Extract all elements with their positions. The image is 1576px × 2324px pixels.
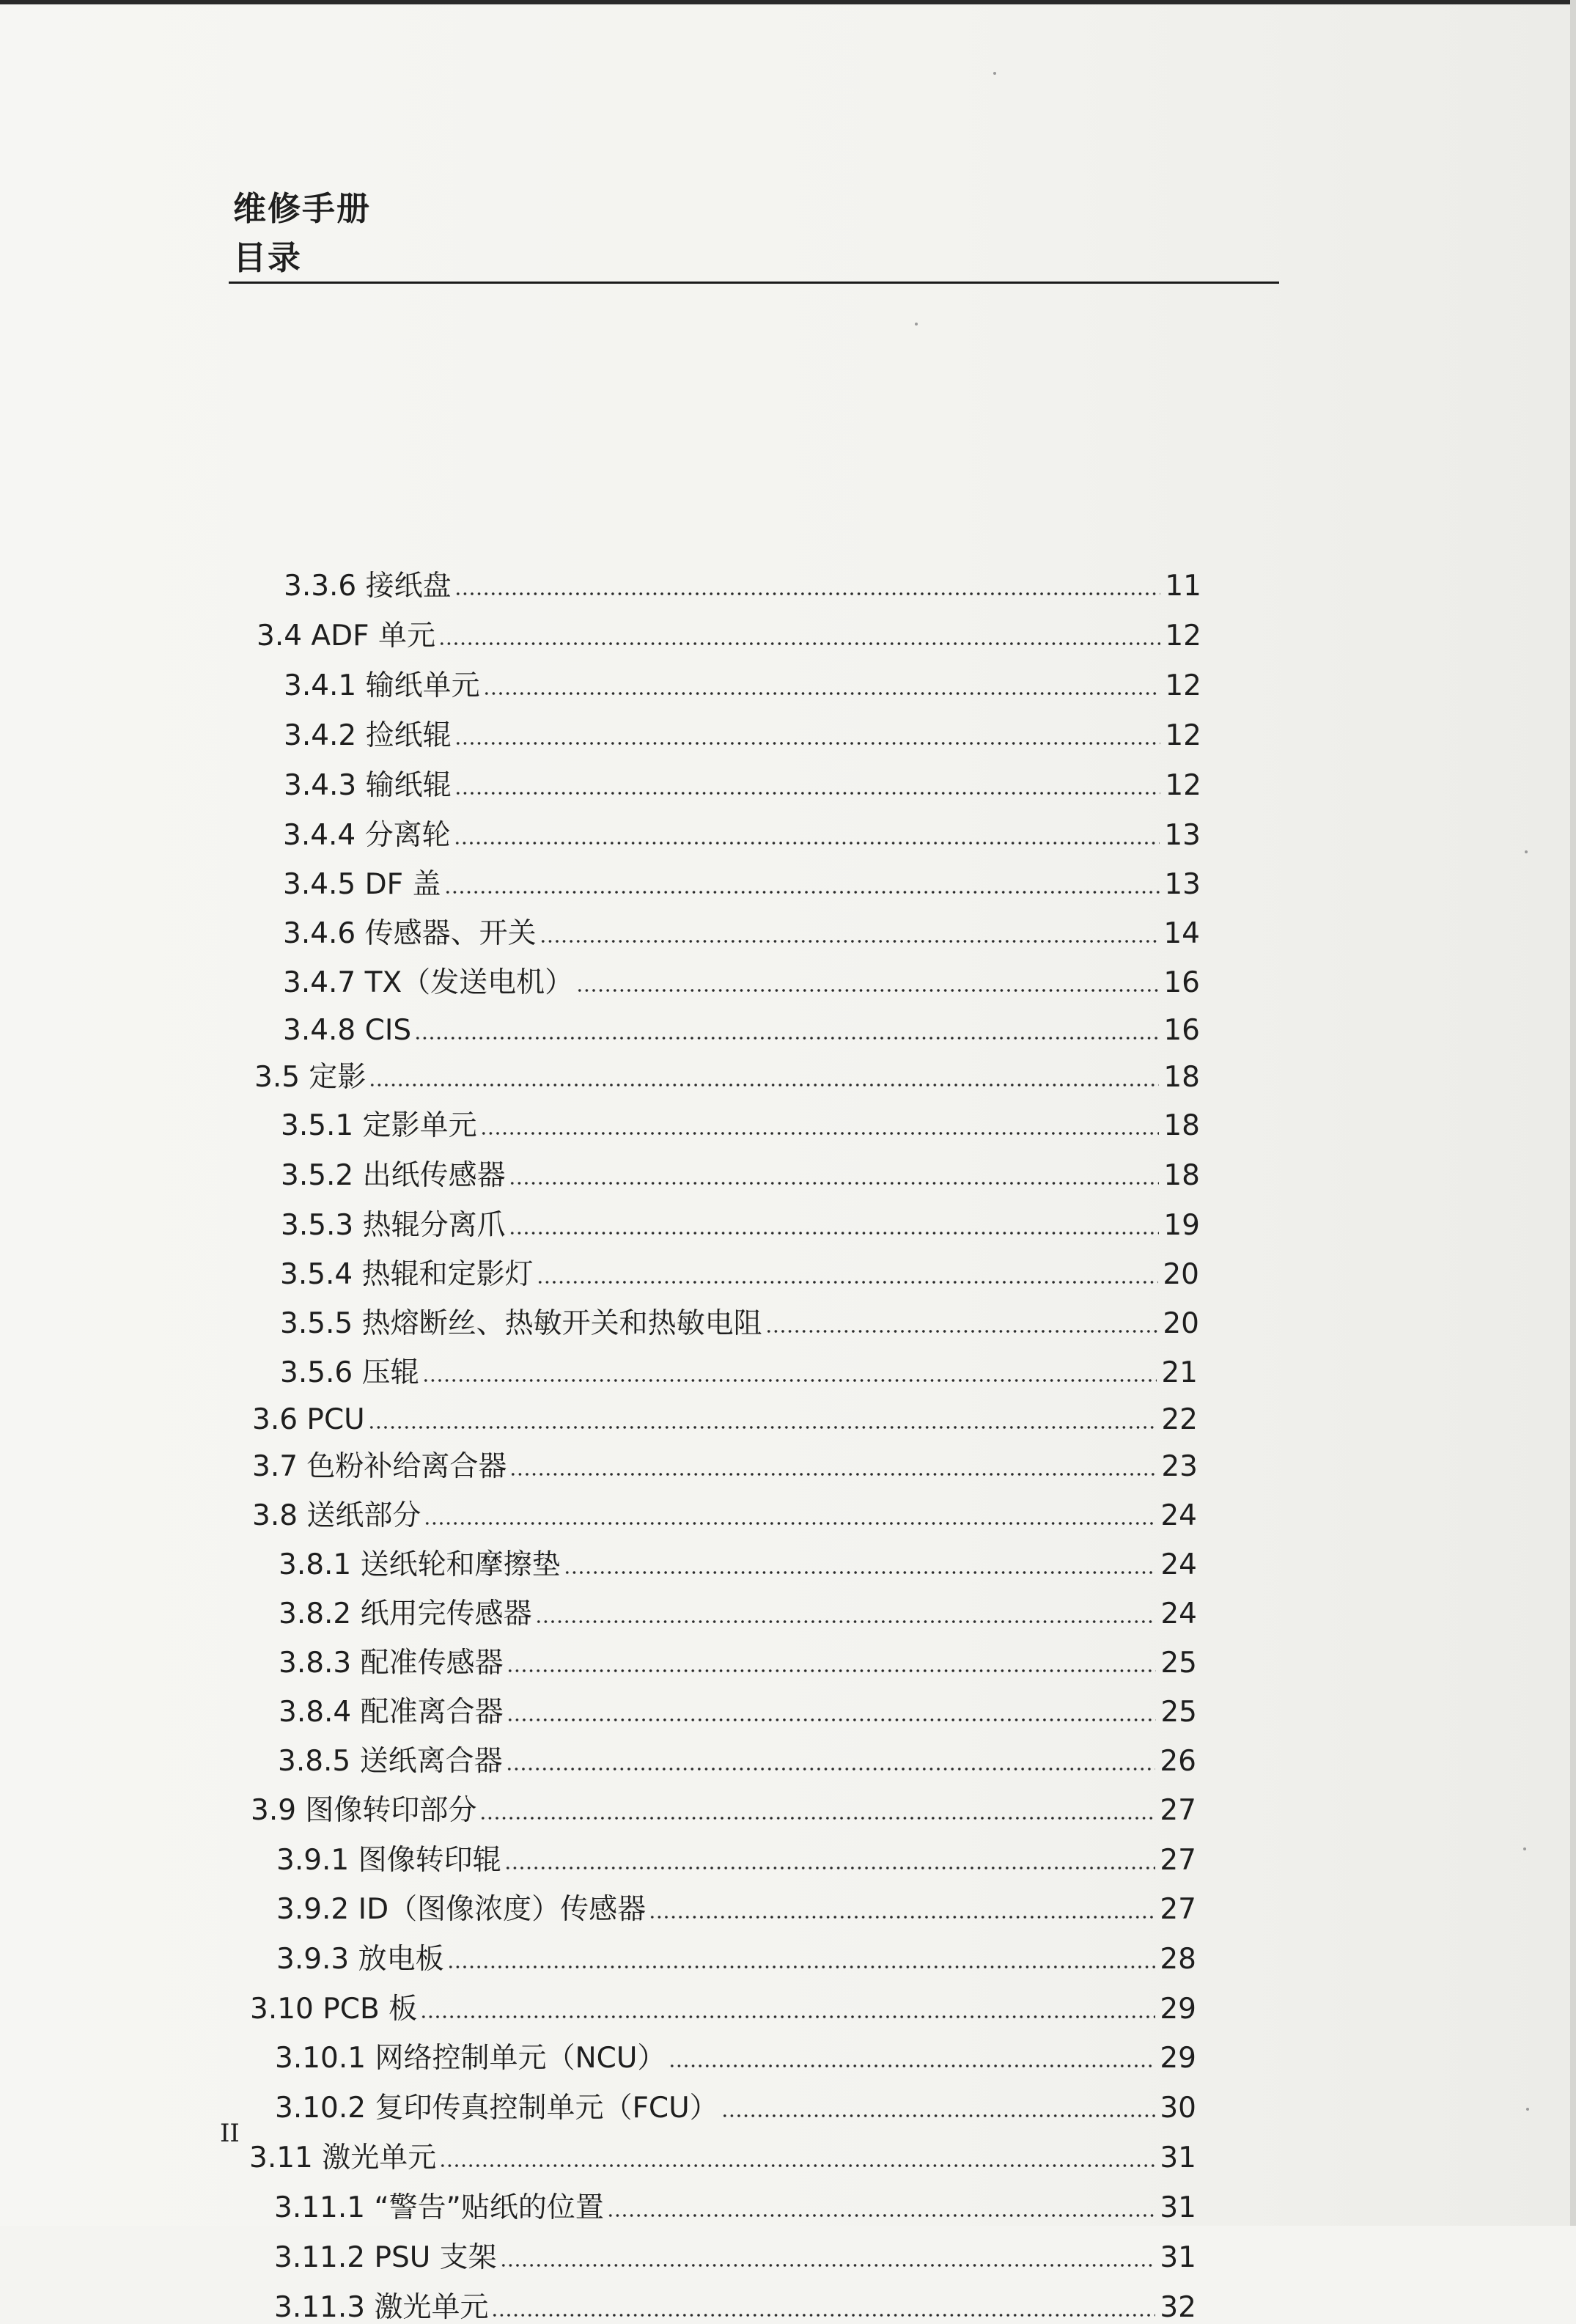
toc-entry[interactable] <box>275 2092 1196 2125</box>
toc-entry[interactable] <box>257 619 1201 652</box>
toc-entry[interactable] <box>284 771 1201 800</box>
toc-entry-page: 18 <box>1163 1061 1200 1094</box>
toc-entry[interactable] <box>252 1452 1198 1481</box>
toc-entry-label: 3.7 色粉补给离合器 <box>252 1450 507 1483</box>
scan-speck <box>1525 850 1528 853</box>
toc-leader-dots <box>721 2114 1155 2118</box>
scan-top-edge <box>0 0 1576 4</box>
toc-entry[interactable] <box>274 2191 1196 2224</box>
toc-entry-page: 30 <box>1160 2092 1196 2125</box>
toc-leader-dots <box>509 1472 1157 1477</box>
toc-entry-page: 13 <box>1164 868 1201 901</box>
toc-entry[interactable] <box>254 1063 1200 1092</box>
toc-entry-page: 31 <box>1160 2141 1196 2174</box>
toc-entry[interactable] <box>284 570 1201 603</box>
toc-entry-page: 28 <box>1160 1943 1196 1976</box>
toc-entry[interactable] <box>249 2141 1196 2174</box>
toc-leader-dots <box>422 1378 1157 1383</box>
toc-leader-dots <box>483 691 1160 696</box>
toc-entry-page: 27 <box>1160 1844 1196 1877</box>
toc-leader-dots <box>576 988 1159 993</box>
toc-entry-label: 3.5.5 热熔断丝、热敏开关和热敏电阻 <box>280 1307 762 1340</box>
toc-entry[interactable] <box>281 1211 1200 1240</box>
toc-entry[interactable] <box>280 1309 1199 1338</box>
toc-entry-page: 25 <box>1160 1647 1197 1680</box>
toc-leader-dots <box>607 2213 1155 2218</box>
toc-leader-dots <box>424 1521 1156 1526</box>
toc-entry[interactable] <box>279 1698 1197 1727</box>
toc-entry-label: 3.8.1 送纸轮和摩擦垫 <box>279 1548 561 1581</box>
toc-leader-dots <box>454 741 1160 746</box>
toc-entry[interactable] <box>284 721 1201 750</box>
toc-leader-dots <box>420 2015 1155 2019</box>
toc-leader-dots <box>649 1915 1155 1919</box>
toc-entry[interactable] <box>252 1501 1197 1530</box>
scan-speck <box>993 72 996 75</box>
toc-entry[interactable] <box>279 1548 1197 1581</box>
toc-entry-page: 18 <box>1163 1109 1200 1142</box>
toc-entry-page: 31 <box>1160 2241 1196 2274</box>
toc-entry-label: 3.4.4 分离轮 <box>283 819 451 852</box>
toc-entry-label: 3.4.7 TX（发送电机） <box>283 966 574 999</box>
toc-entry[interactable] <box>276 1945 1196 1974</box>
toc-entry-label: 3.11 激光单元 <box>249 2141 437 2174</box>
toc-entry-label: 3.8 送纸部分 <box>252 1499 421 1532</box>
toc-entry[interactable] <box>275 2044 1196 2073</box>
toc-leader-dots <box>368 1425 1157 1430</box>
toc-entry[interactable] <box>274 2293 1196 2322</box>
toc-leader-dots <box>500 2263 1155 2268</box>
toc-leader-dots <box>479 1816 1155 1820</box>
toc-leader-dots <box>454 791 1160 795</box>
toc-entry-page: 16 <box>1163 966 1200 999</box>
toc-entry-label: 3.11.1 “警告”贴纸的位置 <box>274 2191 604 2224</box>
toc-entry-page: 24 <box>1160 1499 1197 1532</box>
toc-entry-label: 3.10.1 网络控制单元（NCU） <box>275 2042 666 2075</box>
toc-entry[interactable] <box>281 1161 1200 1190</box>
toc-entry-label: 3.5.3 热辊分离爪 <box>281 1209 506 1242</box>
toc-entry-label: 3.4.1 输纸单元 <box>284 669 480 702</box>
toc-entry-label: 3.10.2 复印传真控制单元（FCU） <box>275 2092 718 2125</box>
toc-entry[interactable] <box>279 1647 1197 1680</box>
scan-speck <box>1526 2108 1529 2111</box>
toc-leader-dots <box>564 1570 1156 1575</box>
toc-entry-label: 3.9.2 ID（图像浓度）传感器 <box>276 1893 647 1926</box>
toc-entry[interactable] <box>250 1993 1196 2026</box>
toc-entry-label: 3.4.8 CIS <box>283 1014 412 1047</box>
header-rule <box>229 282 1279 284</box>
toc-entry-page: 29 <box>1160 1993 1196 2026</box>
manual-title: 维修手册 <box>233 189 372 228</box>
toc-entry[interactable] <box>280 1358 1198 1387</box>
toc-entry-page: 20 <box>1163 1258 1199 1291</box>
toc-leader-dots <box>438 641 1160 646</box>
toc-entry[interactable] <box>283 968 1200 997</box>
toc-entry-label: 3.5.2 出纸传感器 <box>281 1159 506 1192</box>
toc-entry[interactable] <box>284 669 1201 702</box>
toc-entry-page: 31 <box>1160 2191 1196 2224</box>
toc-leader-dots <box>507 1669 1156 1673</box>
toc-leader-dots <box>454 841 1160 845</box>
toc-entry-page: 27 <box>1160 1794 1196 1827</box>
toc-entry[interactable] <box>251 1796 1196 1825</box>
toc-leader-dots <box>540 939 1159 944</box>
toc-entry-page: 23 <box>1161 1450 1198 1483</box>
toc-leader-dots <box>765 1329 1158 1334</box>
toc-leader-dots <box>537 1280 1158 1284</box>
toc-entry-page: 18 <box>1163 1159 1200 1192</box>
toc-leader-dots <box>509 1181 1159 1185</box>
toc-entry-label: 3.9.1 图像转印辊 <box>276 1844 501 1877</box>
scan-speck <box>915 323 918 326</box>
toc-entry-page: 25 <box>1160 1696 1197 1729</box>
scan-speck <box>1523 1847 1526 1850</box>
toc-entry-label: 3.4.3 输纸辊 <box>284 769 452 802</box>
toc-entry-label: 3.4.2 捡纸辊 <box>284 719 452 752</box>
toc-entry[interactable] <box>279 1597 1197 1630</box>
toc-entry-label: 3.8.3 配准传感器 <box>279 1647 504 1680</box>
toc-entry-label: 3.8.2 纸用完传感器 <box>279 1597 532 1630</box>
toc-leader-dots <box>369 1083 1159 1087</box>
toc-entry[interactable] <box>283 919 1200 948</box>
page-number: II <box>220 2119 240 2148</box>
toc-entry-label: 3.6 PCU <box>252 1403 365 1436</box>
toc-entry-label: 3.11.3 激光单元 <box>274 2291 489 2324</box>
toc-entry-label: 3.5 定影 <box>254 1061 367 1094</box>
toc-title: 目录 <box>233 238 303 277</box>
scan-right-edge <box>1570 0 1576 2226</box>
toc-leader-dots <box>454 592 1160 596</box>
toc-entry-label: 3.5.1 定影单元 <box>281 1109 477 1142</box>
toc-entry-page: 12 <box>1165 669 1201 702</box>
toc-entry-label: 3.5.6 压辊 <box>280 1356 419 1389</box>
toc-leader-dots <box>444 890 1160 894</box>
toc-entry-page: 19 <box>1163 1209 1200 1242</box>
toc-entry-label: 3.9 图像转印部分 <box>251 1794 477 1827</box>
toc-entry-label: 3.10 PCB 板 <box>250 1993 418 2026</box>
toc-entry-page: 14 <box>1163 917 1200 950</box>
toc-entry[interactable] <box>283 821 1201 850</box>
toc-entry-page: 32 <box>1160 2291 1196 2324</box>
toc-entry-page: 13 <box>1164 819 1201 852</box>
toc-entry[interactable] <box>276 1846 1196 1875</box>
toc-entry[interactable] <box>283 1016 1200 1045</box>
toc-leader-dots <box>509 1231 1159 1235</box>
toc-entry-label: 3.4.5 DF 盖 <box>283 868 441 901</box>
toc-entry-page: 12 <box>1165 769 1201 802</box>
toc-entry-page: 27 <box>1160 1893 1196 1926</box>
toc-entry[interactable] <box>278 1747 1196 1776</box>
toc-leader-dots <box>439 2163 1155 2168</box>
toc-entry-page: 12 <box>1165 619 1201 652</box>
toc-entry-page: 24 <box>1160 1548 1197 1581</box>
toc-entry-label: 3.3.6 接纸盘 <box>284 570 452 603</box>
toc-entry-label: 3.4.6 传感器、开关 <box>283 917 537 950</box>
toc-leader-dots <box>414 1036 1159 1040</box>
toc-entry[interactable] <box>252 1405 1198 1434</box>
toc-entry[interactable] <box>281 1111 1200 1140</box>
toc-entry-page: 22 <box>1161 1403 1198 1436</box>
toc-leader-dots <box>506 1767 1155 1771</box>
toc-leader-dots <box>447 1965 1155 1969</box>
toc-entry-label: 3.8.4 配准离合器 <box>279 1696 504 1729</box>
toc-entry-label: 3.4 ADF 单元 <box>257 619 435 652</box>
toc-entry[interactable] <box>276 1895 1196 1924</box>
toc-entry-page: 21 <box>1161 1356 1198 1389</box>
toc-entry[interactable] <box>280 1260 1199 1289</box>
toc-entry-page: 16 <box>1163 1014 1200 1047</box>
toc-entry-page: 20 <box>1163 1307 1199 1340</box>
toc-leader-dots <box>480 1131 1159 1136</box>
toc-entry-label: 3.8.5 送纸离合器 <box>278 1745 503 1778</box>
toc-entry-page: 12 <box>1165 719 1201 752</box>
toc-entry[interactable] <box>283 870 1201 899</box>
toc-leader-dots <box>669 2064 1155 2068</box>
toc-leader-dots <box>507 1718 1156 1722</box>
toc-entry-label: 3.9.3 放电板 <box>276 1943 444 1976</box>
toc-entry[interactable] <box>274 2243 1196 2272</box>
toc-leader-dots <box>535 1619 1156 1624</box>
toc-entry-page: 24 <box>1160 1597 1197 1630</box>
toc-leader-dots <box>504 1866 1155 1870</box>
toc-entry-label: 3.11.2 PSU 支架 <box>274 2241 497 2274</box>
toc-entry-page: 11 <box>1165 570 1201 603</box>
toc-entry-page: 26 <box>1160 1745 1196 1778</box>
toc-leader-dots <box>491 2313 1155 2317</box>
toc-entry-label: 3.5.4 热辊和定影灯 <box>280 1258 534 1291</box>
toc-entry-page: 29 <box>1160 2042 1196 2075</box>
